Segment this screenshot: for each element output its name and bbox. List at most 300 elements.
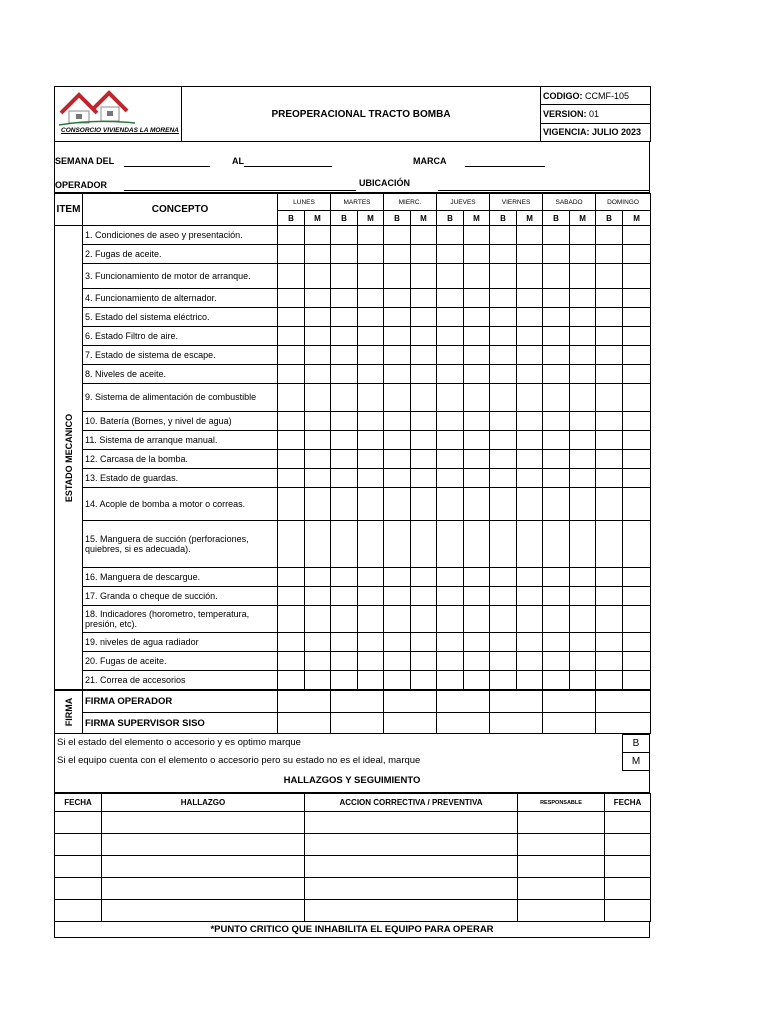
signature-cell[interactable]	[490, 691, 543, 713]
check-cell[interactable]	[464, 488, 490, 521]
check-cell[interactable]	[411, 568, 437, 587]
check-cell[interactable]	[437, 606, 464, 633]
check-cell[interactable]	[437, 488, 464, 521]
check-cell[interactable]	[623, 264, 651, 289]
hallazgo-cell[interactable]	[518, 812, 605, 834]
check-cell[interactable]	[570, 587, 596, 606]
check-cell[interactable]	[543, 488, 570, 521]
check-cell[interactable]	[437, 671, 464, 690]
check-cell[interactable]	[517, 568, 543, 587]
check-cell[interactable]	[570, 226, 596, 245]
check-cell[interactable]	[437, 289, 464, 308]
check-cell[interactable]	[331, 346, 358, 365]
check-cell[interactable]	[517, 431, 543, 450]
check-cell[interactable]	[331, 521, 358, 568]
check-cell[interactable]	[411, 488, 437, 521]
hallazgo-cell[interactable]	[518, 900, 605, 922]
check-cell[interactable]	[517, 633, 543, 652]
check-cell[interactable]	[464, 384, 490, 412]
check-cell[interactable]	[411, 365, 437, 384]
check-cell[interactable]	[278, 633, 305, 652]
signature-cell[interactable]	[596, 713, 651, 734]
check-cell[interactable]	[411, 289, 437, 308]
check-cell[interactable]	[384, 346, 411, 365]
check-cell[interactable]	[278, 671, 305, 690]
check-cell[interactable]	[411, 587, 437, 606]
hallazgo-cell[interactable]	[605, 834, 651, 856]
check-cell[interactable]	[570, 521, 596, 568]
check-cell[interactable]	[437, 568, 464, 587]
signature-cell[interactable]	[278, 713, 331, 734]
check-cell[interactable]	[278, 652, 305, 671]
check-cell[interactable]	[490, 431, 517, 450]
check-cell[interactable]	[517, 289, 543, 308]
check-cell[interactable]	[384, 488, 411, 521]
check-cell[interactable]	[490, 346, 517, 365]
check-cell[interactable]	[543, 633, 570, 652]
check-cell[interactable]	[384, 264, 411, 289]
check-cell[interactable]	[358, 412, 384, 431]
check-cell[interactable]	[596, 587, 623, 606]
check-cell[interactable]	[596, 431, 623, 450]
check-cell[interactable]	[411, 384, 437, 412]
check-cell[interactable]	[596, 384, 623, 412]
check-cell[interactable]	[517, 264, 543, 289]
check-cell[interactable]	[305, 633, 331, 652]
hallazgo-cell[interactable]	[518, 878, 605, 900]
check-cell[interactable]	[623, 226, 651, 245]
check-cell[interactable]	[596, 346, 623, 365]
check-cell[interactable]	[358, 671, 384, 690]
check-cell[interactable]	[623, 365, 651, 384]
check-cell[interactable]	[596, 365, 623, 384]
check-cell[interactable]	[596, 308, 623, 327]
check-cell[interactable]	[278, 245, 305, 264]
check-cell[interactable]	[490, 469, 517, 488]
check-cell[interactable]	[437, 308, 464, 327]
check-cell[interactable]	[331, 450, 358, 469]
check-cell[interactable]	[464, 264, 490, 289]
check-cell[interactable]	[464, 450, 490, 469]
check-cell[interactable]	[623, 671, 651, 690]
check-cell[interactable]	[464, 346, 490, 365]
check-cell[interactable]	[570, 568, 596, 587]
check-cell[interactable]	[278, 384, 305, 412]
check-cell[interactable]	[305, 245, 331, 264]
check-cell[interactable]	[358, 488, 384, 521]
hallazgo-cell[interactable]	[102, 856, 305, 878]
check-cell[interactable]	[384, 412, 411, 431]
check-cell[interactable]	[305, 652, 331, 671]
check-cell[interactable]	[623, 412, 651, 431]
check-cell[interactable]	[331, 488, 358, 521]
check-cell[interactable]	[384, 633, 411, 652]
check-cell[interactable]	[384, 469, 411, 488]
check-cell[interactable]	[623, 587, 651, 606]
check-cell[interactable]	[278, 606, 305, 633]
check-cell[interactable]	[358, 587, 384, 606]
check-cell[interactable]	[437, 365, 464, 384]
hallazgo-cell[interactable]	[102, 834, 305, 856]
check-cell[interactable]	[437, 431, 464, 450]
check-cell[interactable]	[570, 469, 596, 488]
check-cell[interactable]	[437, 521, 464, 568]
check-cell[interactable]	[543, 384, 570, 412]
check-cell[interactable]	[437, 226, 464, 245]
check-cell[interactable]	[517, 365, 543, 384]
check-cell[interactable]	[384, 671, 411, 690]
check-cell[interactable]	[623, 469, 651, 488]
check-cell[interactable]	[384, 587, 411, 606]
check-cell[interactable]	[331, 412, 358, 431]
hallazgo-cell[interactable]	[605, 856, 651, 878]
signature-cell[interactable]	[543, 713, 596, 734]
check-cell[interactable]	[464, 652, 490, 671]
check-cell[interactable]	[358, 365, 384, 384]
check-cell[interactable]	[305, 384, 331, 412]
check-cell[interactable]	[278, 488, 305, 521]
check-cell[interactable]	[384, 652, 411, 671]
marca-input-line[interactable]	[465, 166, 545, 167]
check-cell[interactable]	[358, 226, 384, 245]
check-cell[interactable]	[278, 587, 305, 606]
check-cell[interactable]	[358, 289, 384, 308]
check-cell[interactable]	[596, 568, 623, 587]
check-cell[interactable]	[517, 412, 543, 431]
check-cell[interactable]	[305, 606, 331, 633]
check-cell[interactable]	[437, 346, 464, 365]
check-cell[interactable]	[490, 245, 517, 264]
check-cell[interactable]	[278, 346, 305, 365]
check-cell[interactable]	[278, 450, 305, 469]
check-cell[interactable]	[464, 289, 490, 308]
hallazgo-cell[interactable]	[102, 878, 305, 900]
check-cell[interactable]	[384, 568, 411, 587]
check-cell[interactable]	[517, 587, 543, 606]
check-cell[interactable]	[543, 450, 570, 469]
check-cell[interactable]	[384, 308, 411, 327]
hallazgo-cell[interactable]	[55, 834, 102, 856]
check-cell[interactable]	[331, 469, 358, 488]
check-cell[interactable]	[437, 652, 464, 671]
check-cell[interactable]	[464, 327, 490, 346]
check-cell[interactable]	[543, 289, 570, 308]
check-cell[interactable]	[411, 521, 437, 568]
signature-cell[interactable]	[331, 691, 384, 713]
check-cell[interactable]	[464, 245, 490, 264]
check-cell[interactable]	[596, 226, 623, 245]
check-cell[interactable]	[517, 671, 543, 690]
check-cell[interactable]	[278, 568, 305, 587]
check-cell[interactable]	[623, 308, 651, 327]
check-cell[interactable]	[278, 289, 305, 308]
check-cell[interactable]	[517, 308, 543, 327]
check-cell[interactable]	[411, 652, 437, 671]
check-cell[interactable]	[596, 412, 623, 431]
al-input-line[interactable]	[244, 166, 332, 167]
check-cell[interactable]	[331, 671, 358, 690]
check-cell[interactable]	[596, 264, 623, 289]
check-cell[interactable]	[358, 431, 384, 450]
check-cell[interactable]	[570, 308, 596, 327]
check-cell[interactable]	[384, 226, 411, 245]
check-cell[interactable]	[358, 450, 384, 469]
check-cell[interactable]	[517, 606, 543, 633]
check-cell[interactable]	[543, 671, 570, 690]
check-cell[interactable]	[490, 606, 517, 633]
check-cell[interactable]	[278, 327, 305, 346]
check-cell[interactable]	[331, 245, 358, 264]
check-cell[interactable]	[490, 450, 517, 469]
check-cell[interactable]	[331, 289, 358, 308]
check-cell[interactable]	[437, 245, 464, 264]
check-cell[interactable]	[411, 412, 437, 431]
check-cell[interactable]	[490, 365, 517, 384]
check-cell[interactable]	[464, 633, 490, 652]
check-cell[interactable]	[278, 412, 305, 431]
check-cell[interactable]	[490, 652, 517, 671]
check-cell[interactable]	[464, 606, 490, 633]
signature-cell[interactable]	[596, 691, 651, 713]
check-cell[interactable]	[358, 264, 384, 289]
check-cell[interactable]	[278, 431, 305, 450]
signature-cell[interactable]	[437, 713, 490, 734]
check-cell[interactable]	[358, 469, 384, 488]
check-cell[interactable]	[570, 264, 596, 289]
signature-cell[interactable]	[384, 691, 437, 713]
check-cell[interactable]	[517, 469, 543, 488]
check-cell[interactable]	[437, 264, 464, 289]
check-cell[interactable]	[490, 327, 517, 346]
check-cell[interactable]	[464, 308, 490, 327]
hallazgo-cell[interactable]	[518, 834, 605, 856]
check-cell[interactable]	[543, 412, 570, 431]
check-cell[interactable]	[305, 327, 331, 346]
check-cell[interactable]	[331, 365, 358, 384]
check-cell[interactable]	[464, 365, 490, 384]
hallazgo-cell[interactable]	[605, 812, 651, 834]
check-cell[interactable]	[437, 412, 464, 431]
check-cell[interactable]	[411, 606, 437, 633]
signature-cell[interactable]	[437, 691, 490, 713]
check-cell[interactable]	[490, 412, 517, 431]
check-cell[interactable]	[623, 346, 651, 365]
check-cell[interactable]	[490, 308, 517, 327]
check-cell[interactable]	[623, 245, 651, 264]
check-cell[interactable]	[331, 587, 358, 606]
check-cell[interactable]	[411, 308, 437, 327]
hallazgo-cell[interactable]	[102, 900, 305, 922]
check-cell[interactable]	[278, 264, 305, 289]
check-cell[interactable]	[331, 606, 358, 633]
check-cell[interactable]	[490, 521, 517, 568]
check-cell[interactable]	[305, 226, 331, 245]
check-cell[interactable]	[278, 365, 305, 384]
check-cell[interactable]	[517, 652, 543, 671]
check-cell[interactable]	[596, 633, 623, 652]
check-cell[interactable]	[384, 327, 411, 346]
check-cell[interactable]	[490, 289, 517, 308]
check-cell[interactable]	[331, 568, 358, 587]
check-cell[interactable]	[358, 521, 384, 568]
hallazgo-cell[interactable]	[605, 900, 651, 922]
hallazgo-cell[interactable]	[305, 834, 518, 856]
check-cell[interactable]	[437, 469, 464, 488]
check-cell[interactable]	[596, 521, 623, 568]
check-cell[interactable]	[278, 469, 305, 488]
check-cell[interactable]	[490, 633, 517, 652]
check-cell[interactable]	[490, 587, 517, 606]
check-cell[interactable]	[623, 568, 651, 587]
check-cell[interactable]	[358, 245, 384, 264]
check-cell[interactable]	[570, 652, 596, 671]
check-cell[interactable]	[278, 308, 305, 327]
check-cell[interactable]	[358, 384, 384, 412]
check-cell[interactable]	[331, 652, 358, 671]
check-cell[interactable]	[411, 450, 437, 469]
check-cell[interactable]	[437, 450, 464, 469]
check-cell[interactable]	[384, 384, 411, 412]
signature-cell[interactable]	[384, 713, 437, 734]
check-cell[interactable]	[570, 412, 596, 431]
check-cell[interactable]	[517, 488, 543, 521]
check-cell[interactable]	[411, 327, 437, 346]
semana-input-line[interactable]	[124, 166, 210, 167]
check-cell[interactable]	[570, 365, 596, 384]
check-cell[interactable]	[358, 308, 384, 327]
check-cell[interactable]	[596, 469, 623, 488]
check-cell[interactable]	[623, 289, 651, 308]
check-cell[interactable]	[517, 327, 543, 346]
check-cell[interactable]	[358, 346, 384, 365]
check-cell[interactable]	[305, 289, 331, 308]
check-cell[interactable]	[384, 245, 411, 264]
check-cell[interactable]	[358, 327, 384, 346]
check-cell[interactable]	[623, 431, 651, 450]
check-cell[interactable]	[517, 384, 543, 412]
hallazgo-cell[interactable]	[518, 856, 605, 878]
check-cell[interactable]	[570, 245, 596, 264]
check-cell[interactable]	[305, 450, 331, 469]
check-cell[interactable]	[305, 568, 331, 587]
check-cell[interactable]	[384, 450, 411, 469]
check-cell[interactable]	[623, 488, 651, 521]
check-cell[interactable]	[490, 671, 517, 690]
check-cell[interactable]	[543, 469, 570, 488]
check-cell[interactable]	[570, 384, 596, 412]
check-cell[interactable]	[437, 384, 464, 412]
check-cell[interactable]	[490, 264, 517, 289]
check-cell[interactable]	[305, 521, 331, 568]
hallazgo-cell[interactable]	[55, 812, 102, 834]
check-cell[interactable]	[596, 606, 623, 633]
check-cell[interactable]	[305, 264, 331, 289]
check-cell[interactable]	[543, 327, 570, 346]
check-cell[interactable]	[305, 308, 331, 327]
check-cell[interactable]	[358, 633, 384, 652]
check-cell[interactable]	[570, 671, 596, 690]
check-cell[interactable]	[623, 606, 651, 633]
check-cell[interactable]	[517, 450, 543, 469]
check-cell[interactable]	[358, 568, 384, 587]
check-cell[interactable]	[437, 327, 464, 346]
check-cell[interactable]	[543, 568, 570, 587]
check-cell[interactable]	[517, 226, 543, 245]
check-cell[interactable]	[358, 652, 384, 671]
check-cell[interactable]	[623, 652, 651, 671]
check-cell[interactable]	[570, 289, 596, 308]
check-cell[interactable]	[384, 365, 411, 384]
check-cell[interactable]	[278, 521, 305, 568]
check-cell[interactable]	[464, 671, 490, 690]
signature-cell[interactable]	[278, 691, 331, 713]
check-cell[interactable]	[331, 226, 358, 245]
check-cell[interactable]	[543, 587, 570, 606]
signature-cell[interactable]	[331, 713, 384, 734]
check-cell[interactable]	[543, 652, 570, 671]
check-cell[interactable]	[543, 365, 570, 384]
check-cell[interactable]	[570, 606, 596, 633]
check-cell[interactable]	[384, 289, 411, 308]
check-cell[interactable]	[358, 606, 384, 633]
check-cell[interactable]	[543, 521, 570, 568]
check-cell[interactable]	[384, 521, 411, 568]
hallazgo-cell[interactable]	[305, 900, 518, 922]
check-cell[interactable]	[305, 346, 331, 365]
hallazgo-cell[interactable]	[305, 878, 518, 900]
check-cell[interactable]	[623, 521, 651, 568]
check-cell[interactable]	[278, 226, 305, 245]
check-cell[interactable]	[596, 488, 623, 521]
check-cell[interactable]	[331, 308, 358, 327]
check-cell[interactable]	[331, 633, 358, 652]
check-cell[interactable]	[464, 521, 490, 568]
ubicacion-input-line[interactable]	[438, 190, 649, 191]
check-cell[interactable]	[464, 469, 490, 488]
check-cell[interactable]	[331, 384, 358, 412]
check-cell[interactable]	[623, 384, 651, 412]
check-cell[interactable]	[490, 226, 517, 245]
check-cell[interactable]	[543, 226, 570, 245]
check-cell[interactable]	[331, 327, 358, 346]
check-cell[interactable]	[543, 245, 570, 264]
check-cell[interactable]	[305, 412, 331, 431]
check-cell[interactable]	[596, 327, 623, 346]
check-cell[interactable]	[543, 264, 570, 289]
check-cell[interactable]	[305, 365, 331, 384]
check-cell[interactable]	[623, 450, 651, 469]
check-cell[interactable]	[596, 245, 623, 264]
check-cell[interactable]	[305, 587, 331, 606]
check-cell[interactable]	[305, 671, 331, 690]
signature-cell[interactable]	[543, 691, 596, 713]
hallazgo-cell[interactable]	[55, 878, 102, 900]
check-cell[interactable]	[570, 327, 596, 346]
check-cell[interactable]	[305, 431, 331, 450]
check-cell[interactable]	[490, 488, 517, 521]
check-cell[interactable]	[490, 384, 517, 412]
check-cell[interactable]	[464, 568, 490, 587]
check-cell[interactable]	[517, 245, 543, 264]
check-cell[interactable]	[543, 606, 570, 633]
hallazgo-cell[interactable]	[305, 812, 518, 834]
check-cell[interactable]	[623, 633, 651, 652]
check-cell[interactable]	[596, 652, 623, 671]
check-cell[interactable]	[570, 346, 596, 365]
check-cell[interactable]	[464, 431, 490, 450]
hallazgo-cell[interactable]	[55, 856, 102, 878]
check-cell[interactable]	[411, 671, 437, 690]
